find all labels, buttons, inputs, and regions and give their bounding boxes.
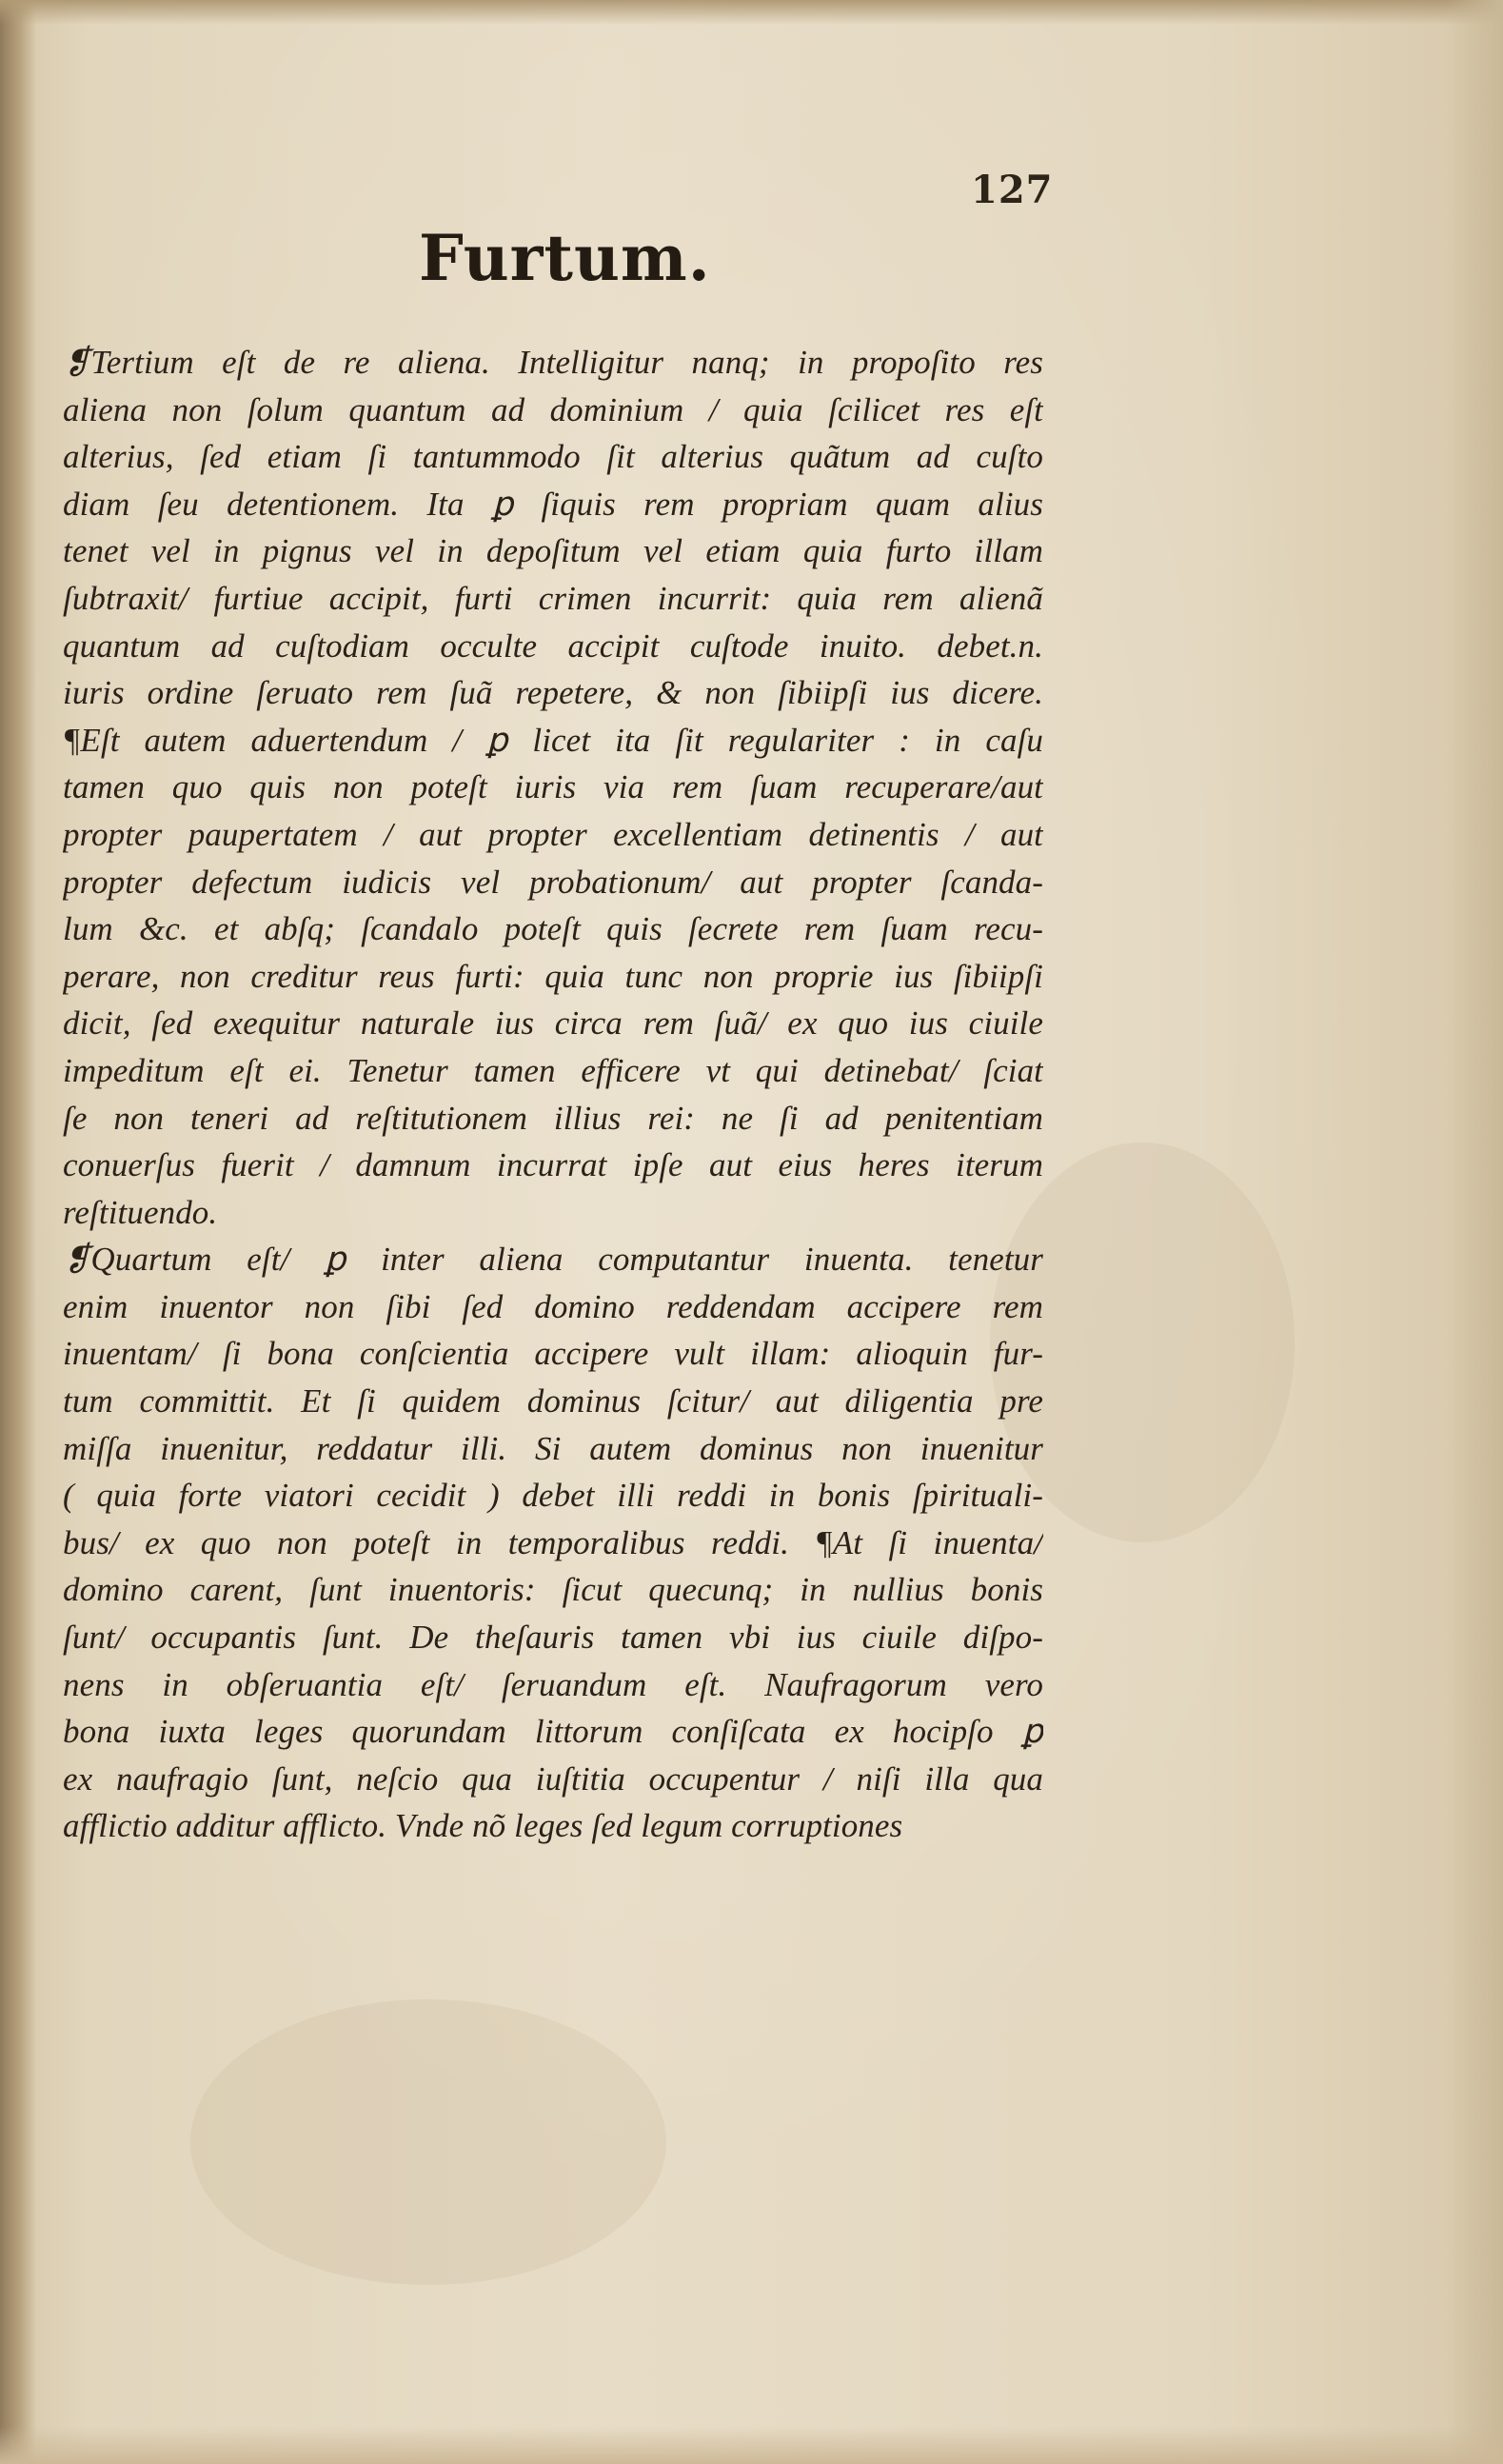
text-line: aliena non ſolum quantum ad dominium / quia ſcilicet res eſt [63, 390, 1043, 428]
text-line: impeditum eſt ei. Tenetur tamen efficere vt qui detinebat/ ſciat [63, 1051, 1043, 1089]
page-top-shadow [0, 0, 1503, 25]
text-line: ❡Quartum eſt/ ꝑ inter aliena computantur inuenta. tenetur [63, 1241, 1043, 1279]
text-line: tamen quo quis non poteſt iuris via rem ſuam recuperare/aut [63, 768, 1043, 806]
text-line: dicit, ſed exequitur naturale ius circa rem ſuã/ ex quo ius ciuile [63, 1004, 1043, 1043]
text-line: iuris ordine ſeruato rem ſuã repetere, & non ſibiipſi ius dicere. [63, 674, 1043, 712]
text-line: propter paupertatem / aut propter excellentiam detinentis / aut [63, 815, 1043, 853]
text-line: quantum ad cuſtodiam occulte accipit cuſtode inuito. debet.n. [63, 626, 1043, 665]
text-line: ( quia forte viatori cecidit ) debet illi reddi in bonis ſpirituali- [63, 1477, 1043, 1515]
text-line: ¶Eſt autem aduertendum / ꝑ licet ita ſit regulariter : in caſu [63, 721, 1043, 759]
text-line: alterius, ſed etiam ſi tantummodo ſit alterius quãtum ad cuſto [63, 438, 1043, 476]
text-line: nens in obſeruantia eſt/ ſeruandum eſt. Naufragorum vero [63, 1665, 1043, 1703]
paper-stain [190, 1999, 666, 2285]
text-line: lum &c. et abſq; ſcandalo poteſt quis ſecrete rem ſuam recu- [63, 910, 1043, 948]
text-line: propter defectum iudicis vel probationum/ aut propter ſcanda- [63, 863, 1043, 901]
text-line: diam ſeu detentionem. Ita ꝑ ſiquis rem propriam quam alius [63, 485, 1043, 523]
text-line: miſſa inuenitur, reddatur illi. Si autem dominus non inuenitur [63, 1429, 1043, 1467]
text-line: bus/ ex quo non poteſt in temporalibus reddi. ¶At ſi inuenta/ [63, 1523, 1043, 1561]
text-line: domino carent, ſunt inuentoris: ſicut quecunq; in nullius bonis [63, 1571, 1043, 1609]
text-line: ex naufragio ſunt, neſcio qua iuſtitia occupentur / niſi illa qua [63, 1759, 1043, 1798]
page-bottom-shadow [0, 2426, 1503, 2464]
text-line: bona iuxta leges quorundam littorum conſiſcata ex hocipſo ꝑ [63, 1713, 1043, 1751]
text-line: enim inuentor non ſibi ſed domino reddendam accipere rem [63, 1287, 1043, 1325]
text-line: inuentam/ ſi bona conſcientia accipere vult illam: alioquin fur- [63, 1335, 1043, 1373]
text-line: perare, non creditur reus furti: quia tunc non proprie ius ſibiipſi [63, 957, 1043, 995]
running-title: Furtum. [419, 221, 711, 295]
page-left-shadow [0, 0, 36, 2464]
text-line: tenet vel in pignus vel in depoſitum vel etiam quia furto illam [63, 532, 1043, 570]
folio-number: 127 [971, 168, 1054, 212]
text-block [63, 339, 1043, 1850]
text-line: ſe non teneri ad reſtitutionem illius rei: ne ſi ad penitentiam [63, 1099, 1043, 1137]
text-line: tum committit. Et ſi quidem dominus ſcitur/ aut diligentia pre [63, 1382, 1043, 1421]
page-right-shadow [1446, 0, 1503, 2464]
text-line: conuerſus fuerit / damnum incurrat ipſe aut eius heres iterum [63, 1146, 1043, 1184]
text-line: ſubtraxit/ furtiue accipit, furti crimen incurrit: quia rem alienã [63, 579, 1043, 617]
text-line: ſunt/ occupantis ſunt. De theſauris tamen vbi ius ciuile diſpo- [63, 1619, 1043, 1657]
text-line: ❡Tertium eſt de re aliena. Intelligitur nanq; in propoſito res [63, 344, 1043, 381]
text-line: reſtituendo. [63, 1193, 218, 1231]
text-line: afflictio additur afflicto. Vnde nõ leges ſed legum corruptiones [63, 1807, 903, 1845]
